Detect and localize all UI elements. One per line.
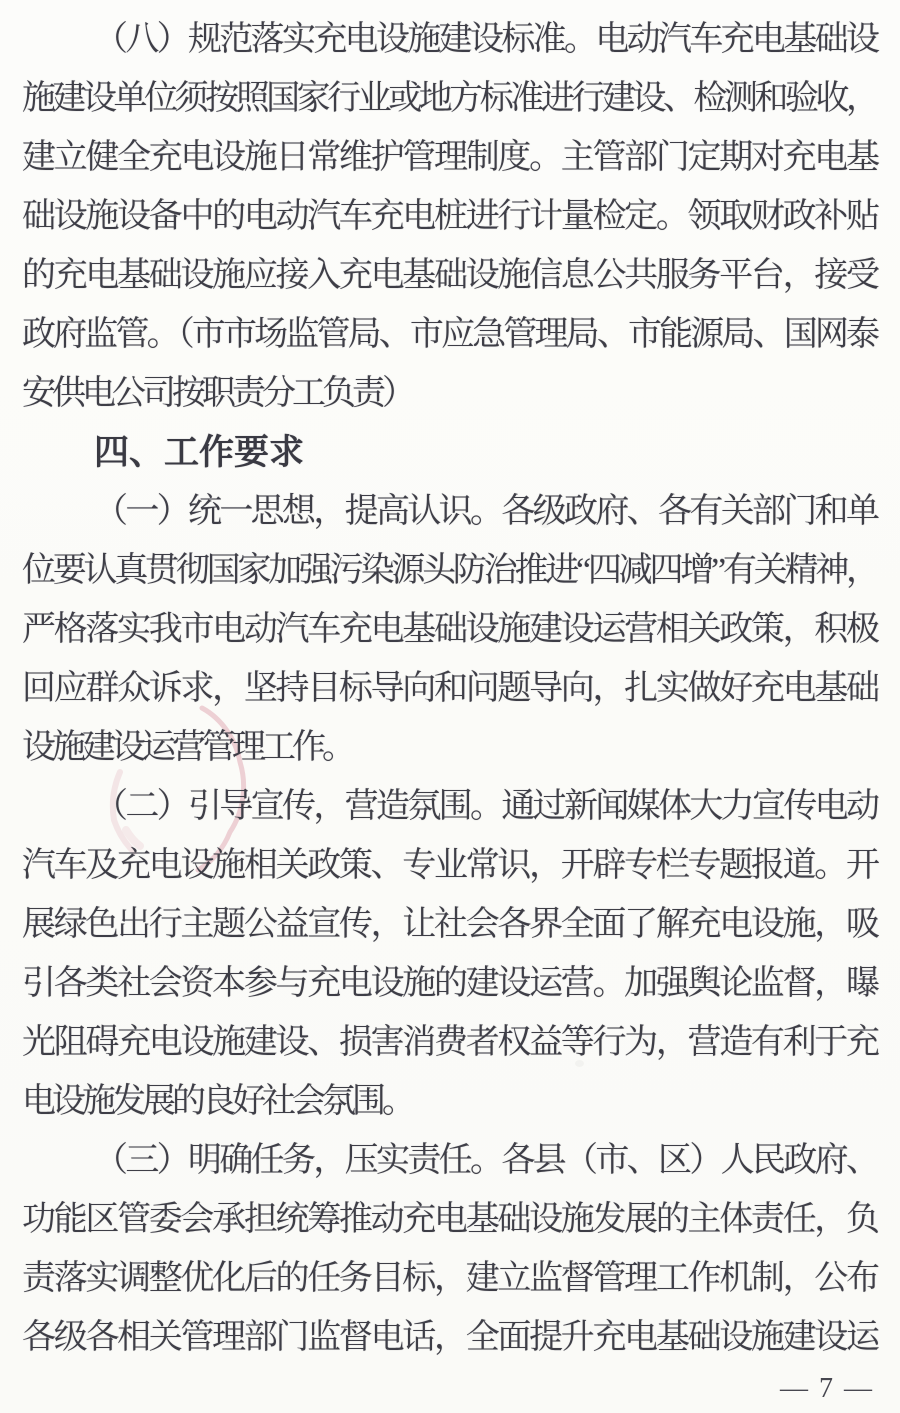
doc-line: 安供电公司按职责分工负责） — [22, 375, 412, 412]
doc-line: 各级各相关管理部门监督电话，全面提升充电基础设施建设运 — [22, 1319, 876, 1356]
doc-line: （三）明确任务，压实责任。各县（市、区）人民政府、 — [94, 1142, 876, 1179]
doc-line: 设施建设运营管理工作。 — [22, 729, 352, 766]
doc-line: 的充电基础设施应接入充电基础设施信息公共服务平台，接受 — [22, 257, 876, 294]
doc-line: 功能区管委会承担统筹推动充电基础设施发展的主体责任，负 — [22, 1201, 876, 1238]
doc-line: 光阻碍充电设施建设、损害消费者权益等行为，营造有利于充 — [22, 1024, 876, 1061]
doc-line: 政府监管。（市市场监管局、市应急管理局、市能源局、国网泰 — [22, 316, 876, 353]
doc-line: 责落实调整优化后的任务目标，建立监督管理工作机制，公布 — [22, 1260, 876, 1297]
doc-line: 位要认真贯彻国家加强污染源头防治推进“四减四增”有关精神， — [22, 552, 876, 589]
doc-line: 严格落实我市电动汽车充电基础设施建设运营相关政策，积极 — [22, 611, 876, 648]
doc-line: （二）引导宣传，营造氛围。通过新闻媒体大力宣传电动 — [94, 788, 876, 825]
page-number: — 7 — — [780, 1373, 874, 1404]
paragraph-item-8 — [22, 10, 876, 423]
paragraph-item-1 — [22, 482, 876, 777]
doc-line: 础设施设备中的电动汽车充电桩进行计量检定。领取财政补贴 — [22, 198, 876, 235]
doc-line: 引各类社会资本参与充电设施的建设运营。加强舆论监督，曝 — [22, 965, 876, 1002]
section-heading: 四、工作要求 — [94, 433, 305, 472]
doc-line: 电设施发展的良好社会氛围。 — [22, 1083, 412, 1120]
doc-line: 施建设单位须按照国家行业或地方标准进行建设、检测和验收， — [22, 80, 876, 117]
paragraph-item-2 — [22, 777, 876, 1131]
doc-line: 展绿色出行主题公益宣传，让社会各界全面了解充电设施，吸 — [22, 906, 876, 943]
doc-line: （一）统一思想，提高认识。各级政府、各有关部门和单 — [94, 493, 876, 530]
paragraph-item-3 — [22, 1131, 876, 1367]
doc-line: 建立健全充电设施日常维护管理制度。主管部门定期对充电基 — [22, 139, 876, 176]
doc-line: （八）规范落实充电设施建设标准。电动汽车充电基础设 — [94, 21, 876, 58]
doc-line: 回应群众诉求，坚持目标导向和问题导向，扎实做好充电基础 — [22, 670, 876, 707]
doc-line: 汽车及充电设施相关政策、专业常识，开辟专栏专题报道。开 — [22, 847, 876, 884]
